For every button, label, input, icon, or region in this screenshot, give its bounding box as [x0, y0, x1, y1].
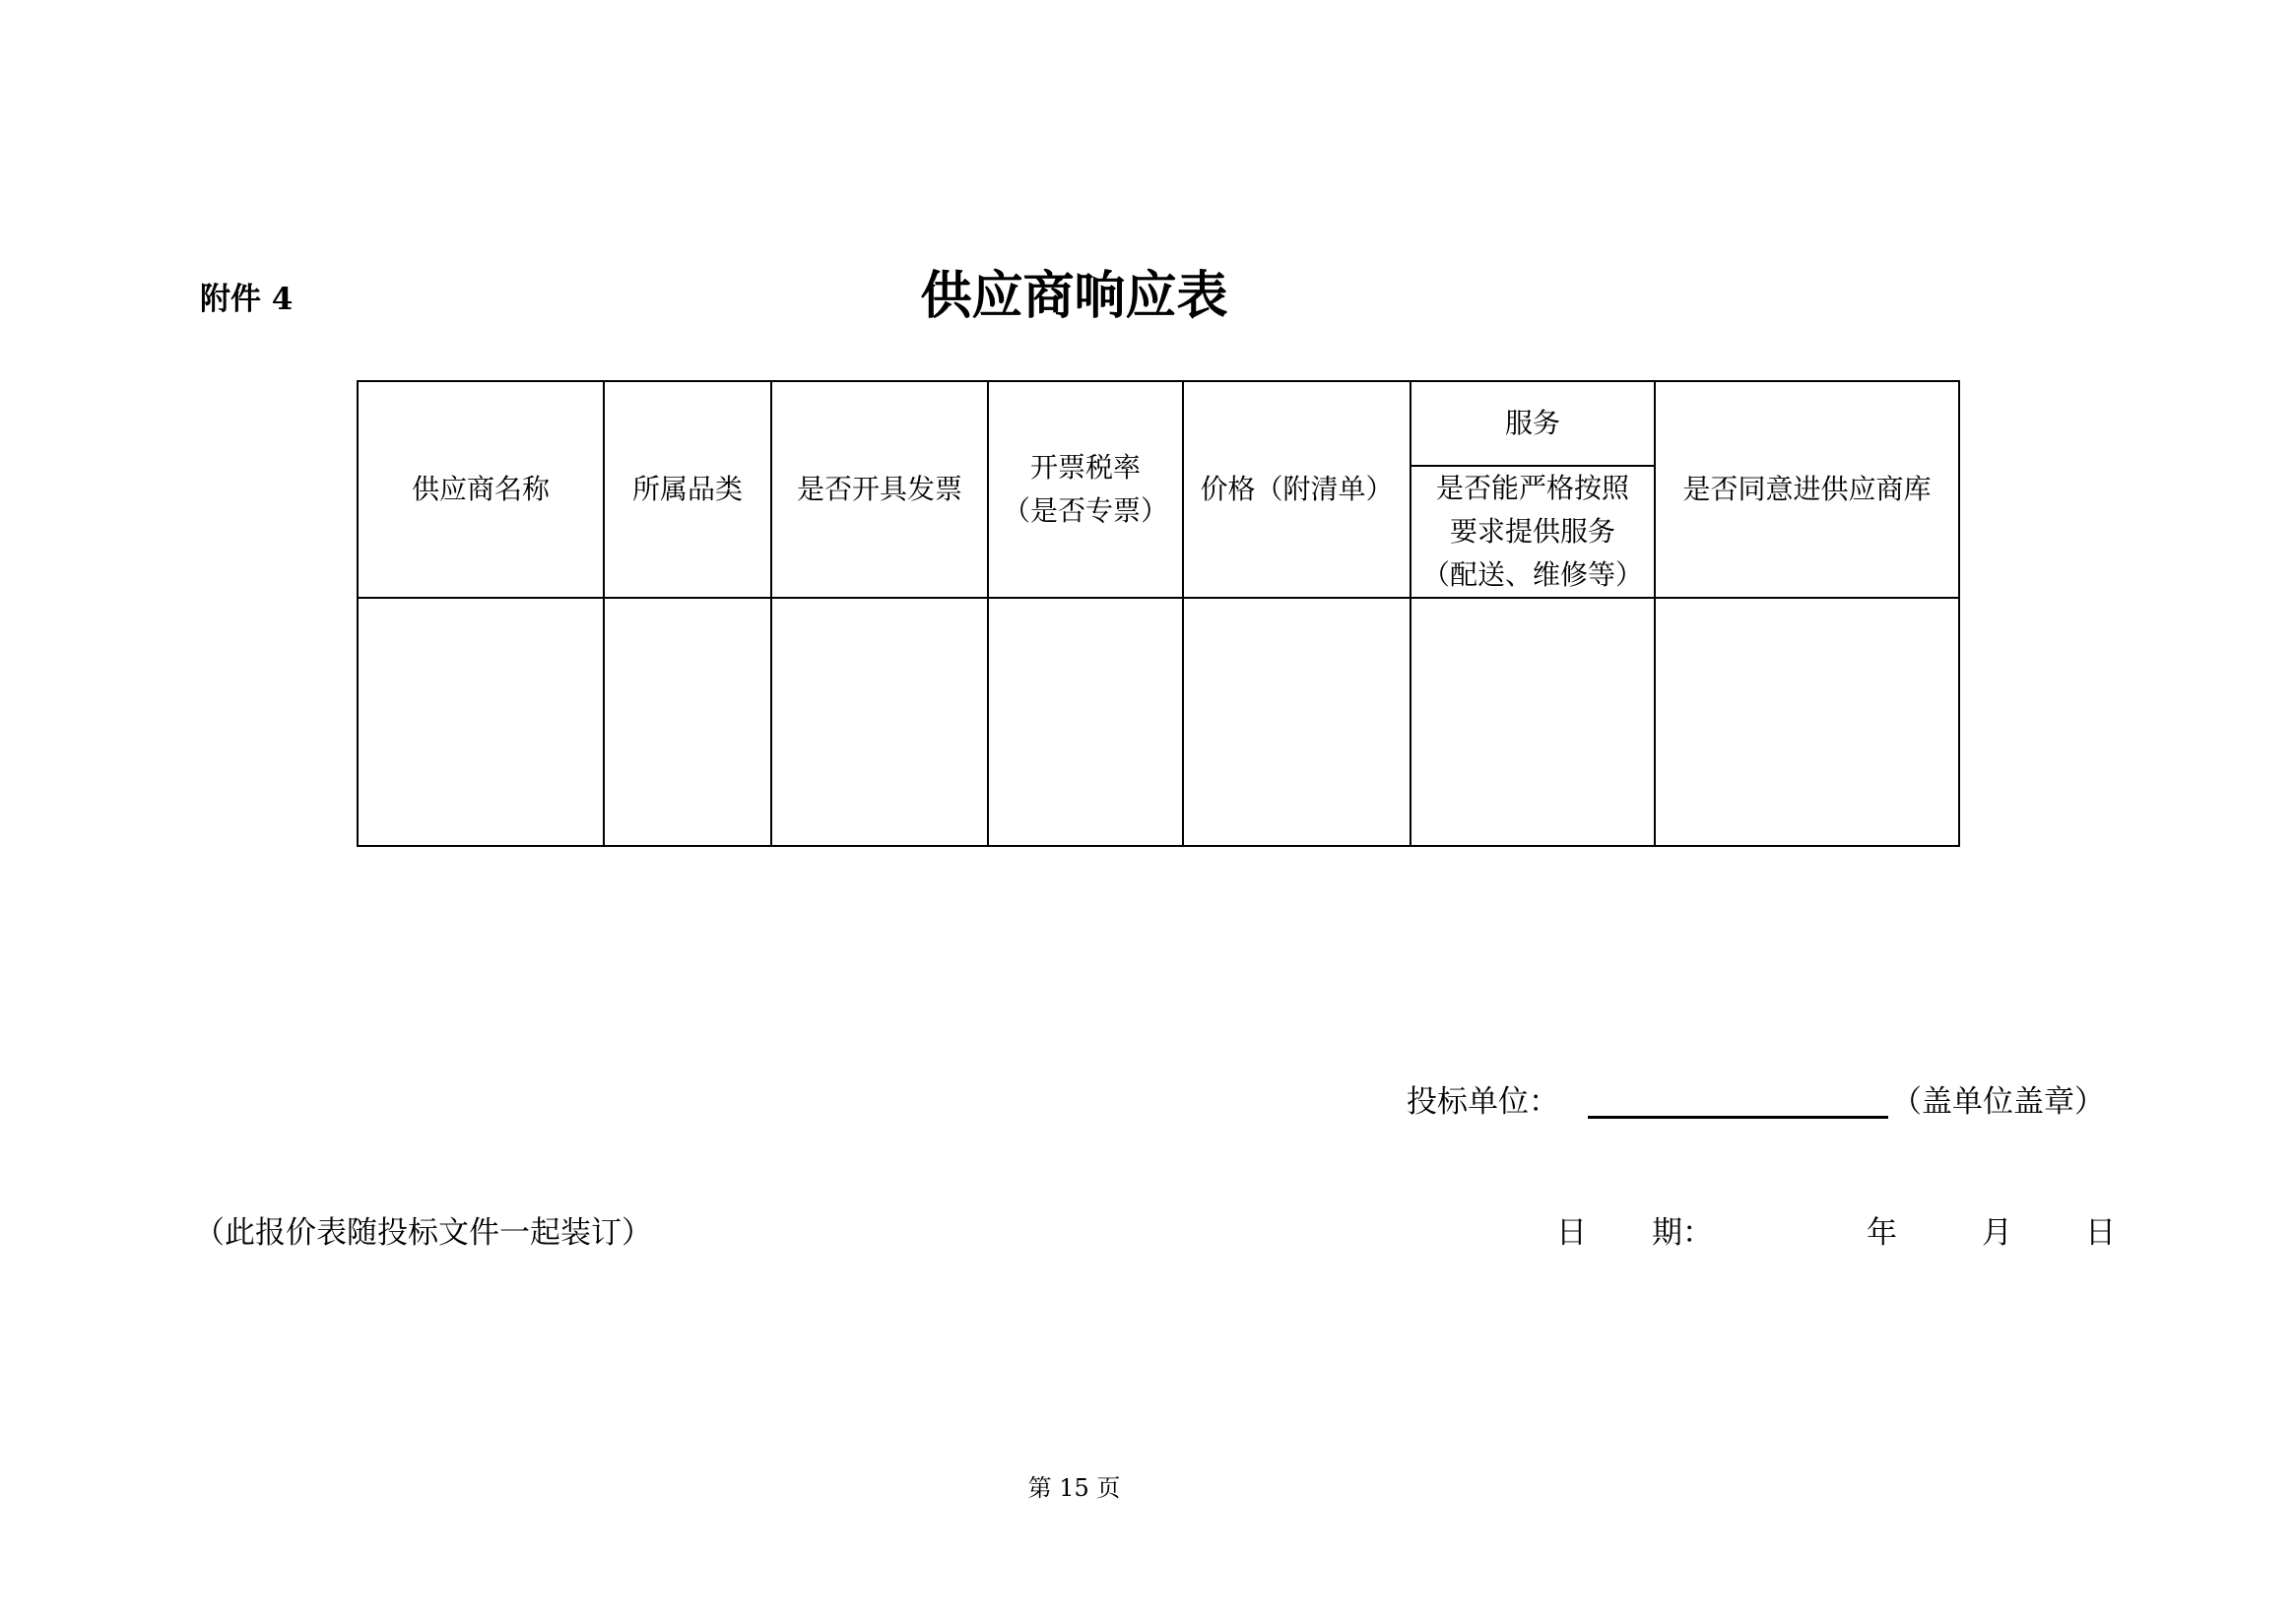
header-tax-rate-line2: （是否专票） [1002, 494, 1168, 527]
bidder-label: 投标单位： [1407, 1084, 1559, 1120]
header-service-group: 服务 [1410, 381, 1655, 466]
header-service-line1: 是否能严格按照 [1435, 472, 1629, 504]
date-day: 日 [2085, 1215, 2116, 1251]
cell-invoice[interactable] [771, 598, 988, 846]
attachment-label: 附件 4 [200, 282, 294, 317]
header-service-line3: （配送、维修等） [1421, 558, 1643, 591]
date-label [1556, 1207, 1713, 1252]
date-month: 月 [1982, 1215, 2012, 1251]
stamp-note: （盖单位盖章） [1891, 1084, 2105, 1120]
response-table [357, 380, 1960, 847]
date-label-part2: 期： [1652, 1215, 1713, 1251]
header-service-detail [1410, 466, 1655, 598]
header-invoice: 是否开具发票 [771, 381, 988, 598]
header-service-line2: 要求提供服务 [1449, 515, 1615, 548]
header-agree-supplier-library: 是否同意进供应商库 [1655, 381, 1959, 598]
cell-service[interactable] [1410, 598, 1655, 846]
table-row [358, 598, 1959, 846]
header-tax-rate-line1: 开票税率 [1029, 451, 1141, 484]
cell-supplier-name[interactable] [358, 598, 604, 846]
binding-note: （此报价表随投标文件一起装订） [194, 1215, 652, 1251]
page-number: 第 15 页 [1027, 1474, 1121, 1502]
header-price: 价格（附清单） [1183, 381, 1410, 598]
page-title: 供应商响应表 [920, 266, 1228, 326]
date-year: 年 [1867, 1215, 1897, 1251]
header-category: 所属品类 [604, 381, 771, 598]
cell-price[interactable] [1183, 598, 1410, 846]
cell-tax-rate[interactable] [988, 598, 1183, 846]
bidder-signature-line[interactable] [1588, 1116, 1888, 1119]
header-supplier-name: 供应商名称 [358, 381, 604, 598]
header-tax-rate [988, 381, 1183, 598]
cell-agree-supplier-library[interactable] [1655, 598, 1959, 846]
date-label-part1: 日 [1556, 1215, 1587, 1251]
cell-category[interactable] [604, 598, 771, 846]
